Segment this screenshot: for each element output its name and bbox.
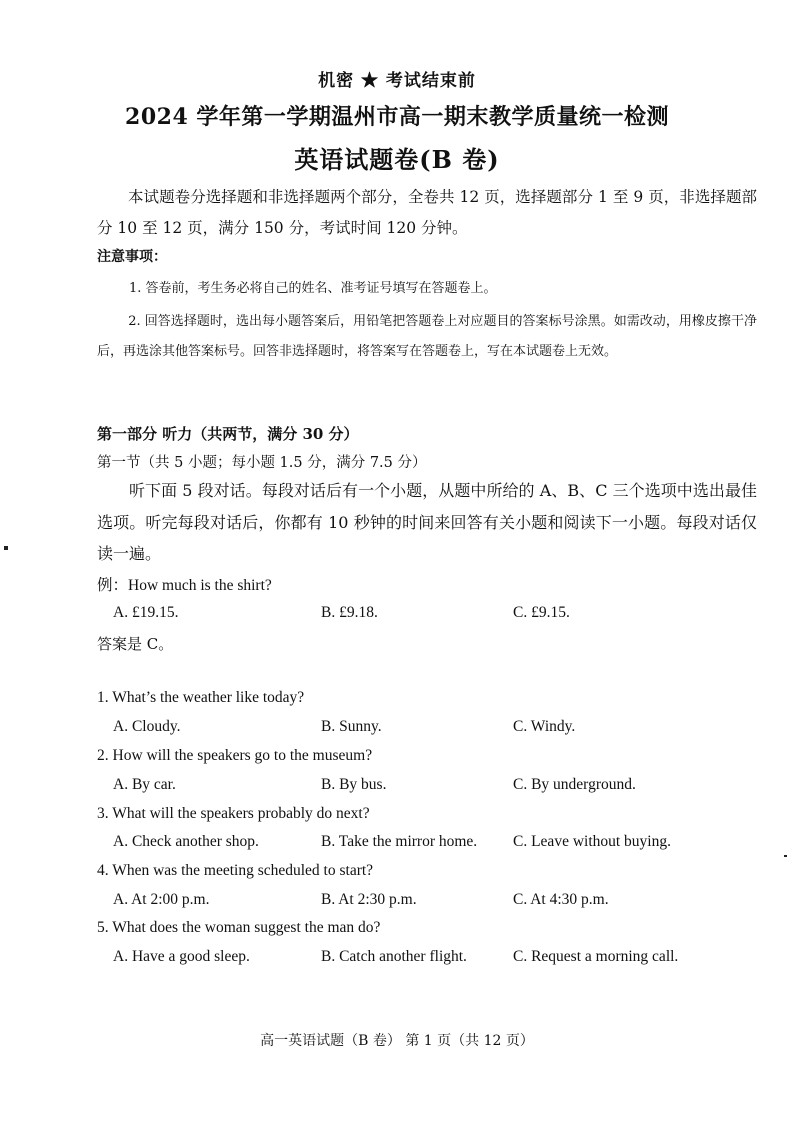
- question-2-option-c: C. By underground.: [513, 776, 636, 793]
- section1-heading: 第一节（共 5 小题；每小题 1.5 分，满分 7.5 分）: [97, 455, 427, 471]
- part1-heading: 第一部分 听力（共两节，满分 30 分）: [97, 425, 359, 443]
- question-3-option-c: C. Leave without buying.: [513, 833, 671, 850]
- scan-speck: [784, 855, 787, 857]
- question-4-option-c: C. At 4:30 p.m.: [513, 891, 609, 908]
- question-2-option-b: B. By bus.: [321, 776, 387, 793]
- example-option-c: C. £9.15.: [513, 604, 570, 621]
- confidential-label: 机密 ★ 考试结束前: [318, 71, 476, 91]
- question-1-option-b: B. Sunny.: [321, 718, 382, 735]
- notice-item-1: 1. 答卷前，考生务必将自己的姓名、准考证号填写在答题卷上。: [129, 281, 497, 296]
- question-4-option-a: A. At 2:00 p.m.: [113, 891, 210, 908]
- question-2-option-a: A. By car.: [113, 776, 176, 793]
- question-1-option-c: C. Windy.: [513, 718, 576, 735]
- example-question: 例：How much is the shirt?: [97, 577, 272, 594]
- example-option-a: A. £19.15.: [113, 604, 179, 621]
- question-5-option-c: C. Request a morning call.: [513, 948, 679, 965]
- question-2: 2. How will the speakers go to the museum?: [97, 747, 373, 764]
- example-answer: 答案是 C。: [97, 635, 174, 653]
- scan-speck: [4, 546, 8, 550]
- question-5: 5. What does the woman suggest the man do?: [97, 919, 381, 936]
- notice-heading: 注意事项：: [97, 249, 167, 265]
- question-3-option-a: A. Check another shop.: [113, 833, 259, 850]
- intro-paragraph: 本试题卷分选择题和非选择题两个部分，全卷共 12 页，选择题部分 1 至 9 页，非选择题部分 10 至 12 页，满分 150 分，考试时间 120 分钟。: [97, 188, 757, 237]
- question-1-option-a: A. Cloudy.: [113, 718, 181, 735]
- question-1: 1. What’s the weather like today?: [97, 689, 305, 706]
- notice-item-2: 2. 回答选择题时，选出每小题答案后，用铅笔把答题卷上对应题目的答案标号涂黑。如需改动，用橡皮擦干净后，再选涂其他答案标号。回答非选择题时，将答案写在答题卷上，写在本试题卷上无效。: [97, 314, 757, 359]
- question-4: 4. When was the meeting scheduled to start?: [97, 862, 374, 879]
- paper-title: 英语试题卷(B 卷): [294, 145, 500, 174]
- question-5-option-b: B. Catch another flight.: [321, 948, 467, 965]
- question-3-option-b: B. Take the mirror home.: [321, 833, 478, 850]
- page-footer: 高一英语试题（B 卷） 第 1 页（共 12 页）: [260, 1033, 534, 1049]
- listening-directions: 听下面 5 段对话。每段对话后有一个小题，从题中所给的 A、B、C 三个选项中选出最佳选项。听完每段对话后，你都有 10 秒钟的时间来回答有关小题和阅读下一小题。每段对话仅读一遍。: [97, 481, 757, 563]
- question-5-option-a: A. Have a good sleep.: [113, 948, 250, 965]
- question-3: 3. What will the speakers probably do next?: [97, 805, 370, 822]
- question-4-option-b: B. At 2:30 p.m.: [321, 891, 417, 908]
- exam-title: 2024 学年第一学期温州市高一期末教学质量统一检测: [125, 104, 669, 130]
- example-option-b: B. £9.18.: [321, 604, 378, 621]
